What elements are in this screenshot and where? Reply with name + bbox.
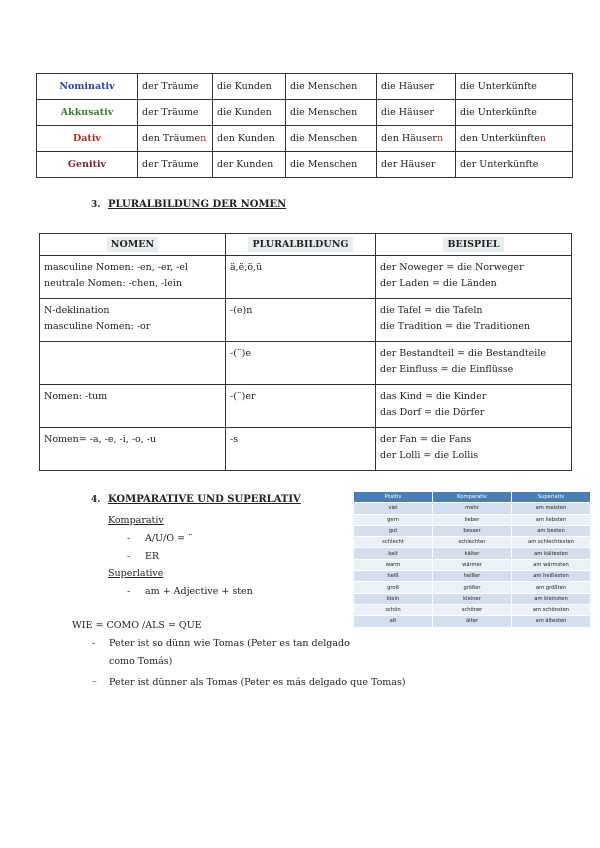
header-beispiel: BEISPIEL — [376, 234, 572, 256]
case-cell-text: die Menschen — [290, 159, 358, 170]
comp-cell: am wärmsten — [512, 559, 591, 570]
comp-cell: am kleinsten — [512, 593, 591, 604]
header-pluralbildung: PLURALBILDUNG — [226, 234, 376, 256]
plural-row — [40, 428, 572, 471]
plural-row — [40, 299, 572, 342]
beispiel-line: das Dorf = die Dörfer — [380, 407, 485, 418]
comp-cell: wärmer — [433, 559, 512, 570]
case-cell — [213, 126, 286, 152]
plural-formation-table — [39, 233, 572, 471]
case-cell-text: die Menschen — [290, 81, 358, 92]
comp-cell: groß — [354, 582, 433, 593]
case-cell-text: den Unterkünfte — [460, 133, 540, 144]
comp-cell: kälter — [433, 548, 512, 559]
case-cell-text: die Unterkünfte — [460, 81, 537, 92]
case-cell — [377, 152, 456, 178]
nomen-line: Nomen: -tum — [44, 391, 108, 402]
comp-cell: älter — [433, 616, 512, 627]
comp-cell: gern — [354, 514, 433, 525]
comp-cell: schöner — [433, 604, 512, 615]
comp-row — [354, 514, 591, 525]
comp-cell: am größten — [512, 582, 591, 593]
beispiel-cell — [376, 385, 572, 428]
case-cell — [286, 126, 377, 152]
case-row — [37, 126, 573, 152]
komparativ-item-umlaut: A/U/O = ¨ — [145, 533, 193, 544]
case-cell-text: der Träume — [142, 81, 199, 92]
case-cell — [456, 100, 573, 126]
pluralbildung-cell: ä,ë,ö,ü — [226, 256, 376, 299]
nomen-line: masculine Nomen: -or — [44, 321, 151, 332]
beispiel-line: der Noweger = die Norweger — [380, 262, 524, 273]
case-name: Dativ — [37, 126, 138, 152]
nomen-line: N-deklination — [44, 305, 110, 316]
pluralbildung-cell: -(¨)er — [226, 385, 376, 428]
beispiel-line: die Tradition = die Traditionen — [380, 321, 530, 332]
nomen-cell — [40, 385, 226, 428]
beispiel-line: der Bestandteil = die Bestandteile — [380, 348, 546, 359]
case-cell — [138, 152, 213, 178]
beispiel-line: der Fan = die Fans — [380, 434, 472, 445]
comp-row — [354, 616, 591, 627]
case-cell — [456, 74, 573, 100]
case-cell — [213, 74, 286, 100]
superlative-item: am + Adjective + sten — [145, 586, 253, 597]
pluralbildung-cell: -(e)n — [226, 299, 376, 342]
superlative-label: Superlative — [108, 568, 164, 579]
case-cell-text: die Unterkünfte — [460, 107, 537, 118]
beispiel-cell — [376, 428, 572, 471]
case-name: Nominativ — [37, 74, 138, 100]
comp-cell: am schlechtesten — [512, 537, 591, 548]
case-cell-text: die Kunden — [217, 107, 272, 118]
comp-cell: größer — [433, 582, 512, 593]
comp-cell: kleiner — [433, 593, 512, 604]
case-row — [37, 152, 573, 178]
comp-cell: gut — [354, 525, 433, 536]
comp-cell: am meisten — [512, 503, 591, 514]
case-cell-text: die Kunden — [217, 81, 272, 92]
comp-cell: heiß — [354, 571, 433, 582]
case-cell — [213, 152, 286, 178]
dativ-ending: n — [539, 133, 547, 144]
comp-row — [354, 593, 591, 604]
case-row — [37, 74, 573, 100]
bullet-dash-red: – — [92, 676, 97, 687]
comp-cell: warm — [354, 559, 433, 570]
section4-title: KOMPARATIVE UND SUPERLATIV — [108, 494, 301, 505]
case-cell-text: der Häuser — [381, 159, 436, 170]
komparativ-label: Komparativ — [108, 515, 164, 526]
case-cell — [377, 126, 456, 152]
case-cell-text: der Träume — [142, 107, 199, 118]
dativ-ending: n — [436, 133, 444, 144]
beispiel-line: die Tafel = die Tafeln — [380, 305, 483, 316]
comp-cell: kalt — [354, 548, 433, 559]
comp-cell: am liebsten — [512, 514, 591, 525]
case-cell — [456, 152, 573, 178]
beispiel-cell — [376, 256, 572, 299]
case-cell — [377, 100, 456, 126]
comp-cell: am kältesten — [512, 548, 591, 559]
comp-cell: am besten — [512, 525, 591, 536]
comp-cell: am ältesten — [512, 616, 591, 627]
header-komparativ: Komparativ — [433, 492, 512, 503]
case-cell — [456, 126, 573, 152]
comp-cell: mehr — [433, 503, 512, 514]
case-cell — [138, 126, 213, 152]
case-name: Genitiv — [37, 152, 138, 178]
nomen-cell — [40, 342, 226, 385]
dativ-ending: n — [200, 133, 207, 144]
case-declension-table — [36, 73, 573, 178]
section3-title: PLURALBILDUNG DER NOMEN — [108, 199, 287, 210]
nomen-cell — [40, 256, 226, 299]
plural-row — [40, 342, 572, 385]
example-wie-line2: como Tomás) — [109, 656, 173, 667]
bullet-dash: - — [127, 586, 131, 597]
comp-row — [354, 582, 591, 593]
comp-row — [354, 548, 591, 559]
pluralbildung-cell: -s — [226, 428, 376, 471]
beispiel-line: der Lolli = die Lollis — [380, 450, 479, 461]
nomen-line: masculine Nomen: -en, -er, -el — [44, 262, 189, 273]
nomen-cell — [40, 299, 226, 342]
header-superlativ: Superlativ — [512, 492, 591, 503]
bullet-dash: - — [127, 551, 131, 562]
comp-cell: klein — [354, 593, 433, 604]
case-cell-text: der Unterkünfte — [460, 159, 539, 170]
beispiel-line: das Kind = die Kinder — [380, 391, 487, 402]
nomen-line: Nomen= -a, -e, -i, -o, -u — [44, 434, 157, 445]
case-cell-text: der Kunden — [217, 159, 274, 170]
case-name: Akkusativ — [37, 100, 138, 126]
case-cell-text: die Häuser — [381, 107, 434, 118]
comp-cell: alt — [354, 616, 433, 627]
comp-row — [354, 537, 591, 548]
plural-row — [40, 256, 572, 299]
beispiel-line: der Einfluss = die Einflüsse — [380, 364, 514, 375]
comp-row — [354, 604, 591, 615]
comp-cell: schön — [354, 604, 433, 615]
case-cell-text: die Menschen — [290, 133, 358, 144]
section3-number: 3. — [91, 200, 101, 210]
comp-cell: am heißesten — [512, 571, 591, 582]
case-cell — [138, 100, 213, 126]
case-cell — [138, 74, 213, 100]
case-cell-text: der Träume — [142, 159, 199, 170]
pluralbildung-cell: -(¨)e — [226, 342, 376, 385]
nomen-cell — [40, 428, 226, 471]
case-cell-text: den Träume — [142, 133, 201, 144]
case-cell — [286, 100, 377, 126]
comp-cell: schlecht — [354, 537, 433, 548]
case-cell-text: den Häuser — [381, 133, 437, 144]
case-cell-text: den Kunden — [217, 133, 275, 144]
comparative-adjectives-table — [353, 491, 591, 628]
header-nomen: NOMEN — [40, 234, 226, 256]
comp-row — [354, 503, 591, 514]
nomen-line: neutrale Nomen: -chen, -lein — [44, 278, 183, 289]
comp-cell: schlechter — [433, 537, 512, 548]
case-cell-text: die Menschen — [290, 107, 358, 118]
case-cell — [213, 100, 286, 126]
comp-row — [354, 525, 591, 536]
comp-cell: lieber — [433, 514, 512, 525]
case-cell — [286, 152, 377, 178]
comp-cell: viel — [354, 503, 433, 514]
beispiel-line: der Laden = die Länden — [380, 278, 497, 289]
comp-cell: heißer — [433, 571, 512, 582]
comp-row — [354, 571, 591, 582]
beispiel-cell — [376, 299, 572, 342]
comp-row — [354, 559, 591, 570]
comp-cell: am schönsten — [512, 604, 591, 615]
bullet-dash: - — [92, 638, 96, 649]
case-cell-text: die Häuser — [381, 81, 434, 92]
case-cell — [377, 74, 456, 100]
komparativ-item-er: ER — [145, 551, 160, 562]
bullet-dash: - — [127, 533, 131, 544]
example-wie-line1: Peter ist so dünn wie Tomas (Peter es tan delgado — [109, 638, 350, 649]
section4-number: 4. — [91, 495, 101, 505]
example-als: Peter ist dünner als Tomas (Peter es más delgado que Tomas) — [109, 677, 406, 688]
plural-row — [40, 385, 572, 428]
case-row — [37, 100, 573, 126]
comp-cell: besser — [433, 525, 512, 536]
beispiel-cell — [376, 342, 572, 385]
wie-als-line: WIE = COMO /ALS = QUE — [72, 620, 202, 631]
case-cell — [286, 74, 377, 100]
header-positiv: Positiv — [354, 492, 433, 503]
